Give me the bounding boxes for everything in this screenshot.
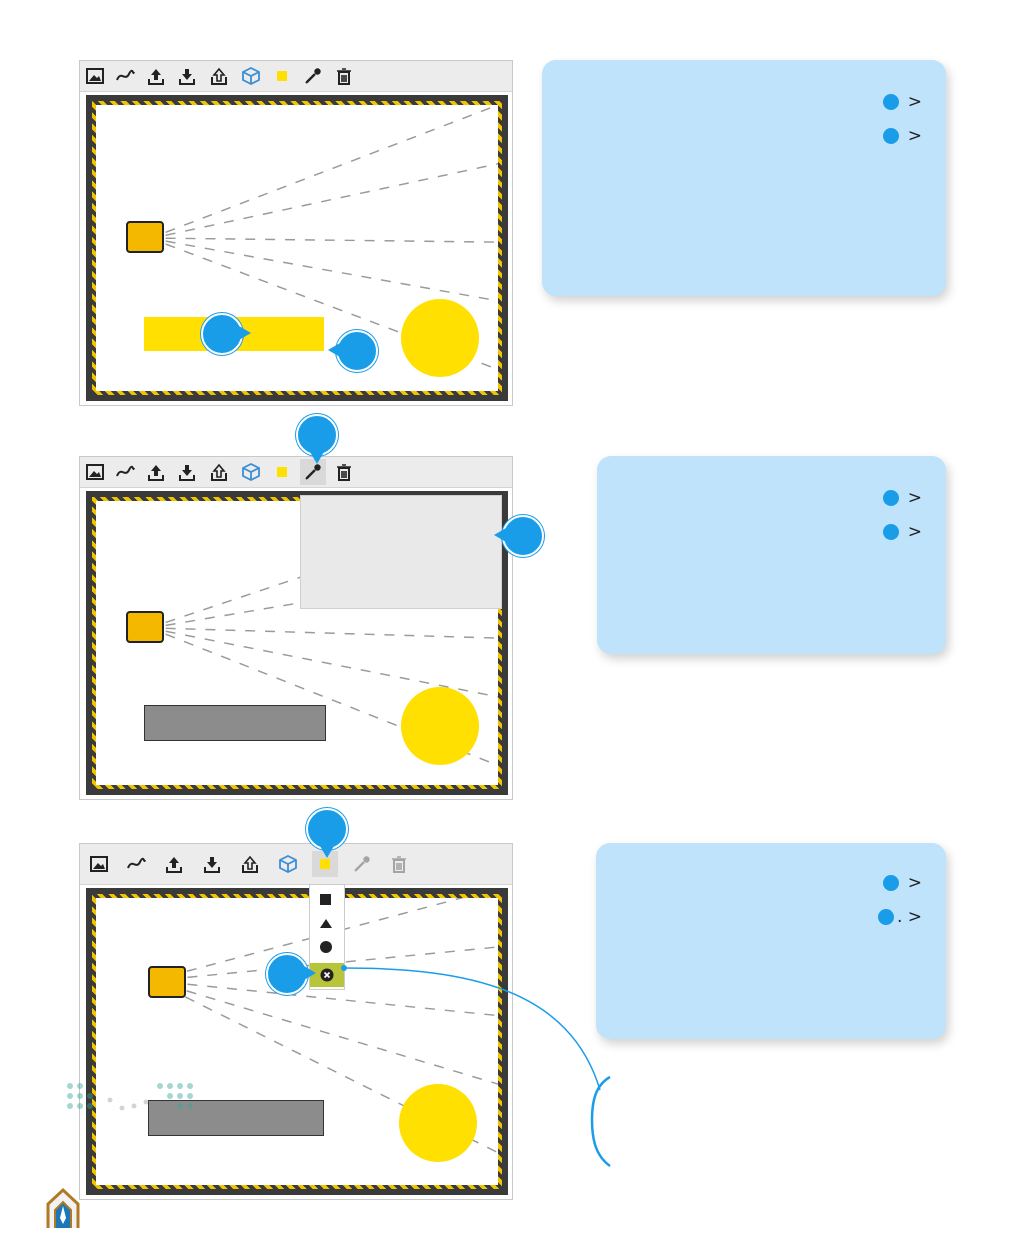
- card-bullet: [566, 88, 922, 116]
- download-icon[interactable]: [174, 63, 200, 89]
- download-icon[interactable]: [199, 851, 225, 877]
- export-icon[interactable]: [237, 851, 263, 877]
- gray-rectangle[interactable]: [144, 705, 326, 741]
- toolbar: [80, 457, 512, 488]
- upload-icon[interactable]: [143, 63, 169, 89]
- color-area-icon[interactable]: [269, 459, 295, 485]
- card-bullet: < .: [620, 903, 922, 931]
- download-icon[interactable]: [174, 459, 200, 485]
- scene-panel-1: [79, 60, 513, 406]
- toolbar: [80, 61, 512, 92]
- export-icon[interactable]: [206, 459, 232, 485]
- trash-icon[interactable]: [331, 63, 357, 89]
- upload-icon[interactable]: [161, 851, 187, 877]
- footer-logo: [26, 1186, 100, 1248]
- trash-icon[interactable]: [386, 851, 412, 877]
- robot-icon[interactable]: [126, 221, 164, 253]
- color-picker-popup[interactable]: [300, 495, 502, 609]
- instruction-card-3: [596, 843, 946, 1039]
- step-badge: [336, 330, 378, 372]
- image-icon[interactable]: [86, 851, 112, 877]
- circle-icon[interactable]: [320, 941, 332, 953]
- gate-logo-icon: [26, 1186, 100, 1230]
- yellow-circle: [401, 687, 479, 765]
- path-icon[interactable]: [123, 851, 149, 877]
- card-bullet: [620, 869, 922, 897]
- path-icon[interactable]: [112, 63, 138, 89]
- card-bullet: [621, 484, 922, 512]
- robot-icon[interactable]: [148, 966, 186, 998]
- image-icon[interactable]: [82, 63, 108, 89]
- trash-icon[interactable]: [331, 459, 357, 485]
- cube-icon[interactable]: [238, 63, 264, 89]
- instruction-card-2: [597, 456, 946, 654]
- triangle-icon[interactable]: [320, 919, 332, 928]
- step-badge: [296, 414, 338, 456]
- robot-icon[interactable]: [126, 611, 164, 643]
- ministry-emblem-icon: [62, 1078, 202, 1134]
- cube-icon[interactable]: [238, 459, 264, 485]
- color-picker-icon[interactable]: [349, 851, 375, 877]
- cube-icon[interactable]: [275, 851, 301, 877]
- image-icon[interactable]: [82, 459, 108, 485]
- path-icon[interactable]: [112, 459, 138, 485]
- scene-panel-2: [79, 456, 513, 800]
- upload-icon[interactable]: [143, 459, 169, 485]
- yellow-circle: [399, 1084, 477, 1162]
- step-badge: [502, 515, 544, 557]
- color-picker-icon[interactable]: [300, 63, 326, 89]
- card-bullet: [621, 518, 922, 546]
- step-badge: [306, 808, 348, 850]
- card-bullet: [566, 122, 922, 150]
- square-icon[interactable]: [320, 894, 331, 905]
- ministry-logo: [62, 1078, 202, 1186]
- scene-area[interactable]: [86, 95, 508, 401]
- color-area-icon[interactable]: [269, 63, 295, 89]
- step-badge: [266, 953, 308, 995]
- remove-all-icon: [320, 968, 334, 982]
- step-badge: [201, 313, 243, 355]
- yellow-circle: [401, 299, 479, 377]
- toolbar: [80, 844, 512, 885]
- export-icon[interactable]: [206, 63, 232, 89]
- instruction-card-1: [542, 60, 946, 296]
